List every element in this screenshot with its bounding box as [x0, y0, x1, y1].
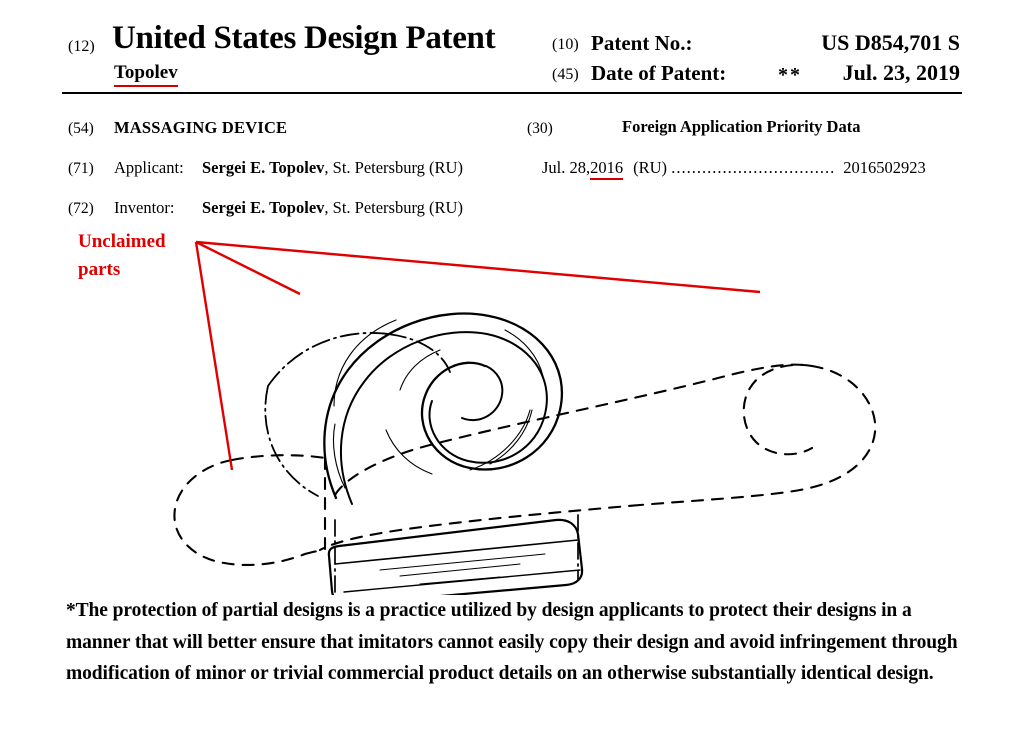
inventor-value [202, 198, 463, 218]
header-inventor-surname: Topolev [114, 62, 178, 87]
priority-country: (RU) [633, 158, 668, 177]
page-edge-right [1014, 0, 1024, 737]
priority-data-row [542, 158, 962, 178]
handle-bottom-edge-line [344, 570, 580, 592]
priority-date-prefix: Jul. 28, [542, 158, 591, 177]
spiral-section-line-left [265, 386, 318, 496]
spiral-section-line-right [388, 334, 450, 372]
inventor-label: Inventor: [114, 198, 175, 217]
applicant-value [202, 158, 463, 178]
date-of-patent-value: Jul. 23, 2019 [842, 60, 960, 85]
spiral-inner-edge [341, 332, 547, 504]
spiral-shading [333, 320, 543, 488]
priority-dot-leader: ................................ [671, 158, 836, 177]
unclaimed-loop-right-inner [744, 365, 812, 454]
spiral-section-line-top [268, 333, 388, 386]
page-edge-left [0, 0, 10, 737]
patent-number-value: US D854,701 S [821, 30, 960, 55]
field-code-10: (10) [552, 36, 579, 53]
unclaimed-loop-left-outer [174, 460, 305, 565]
unclaimed-parts-annotation [78, 228, 208, 283]
unclaimed-parts-annotation-line2: parts [78, 258, 121, 280]
field-code-12: (12) [68, 38, 95, 55]
patent-drawing [0, 220, 1024, 595]
invention-title: MASSAGING DEVICE [114, 118, 288, 137]
field-code-30: (30) [527, 120, 553, 137]
spiral-core-curl [462, 366, 502, 420]
handle-top-edge-line [335, 540, 578, 564]
priority-application-number: 2016502923 [843, 158, 926, 177]
date-of-patent-label: Date of Patent: [591, 61, 727, 85]
handle-outline [329, 520, 582, 595]
inventor-location: , St. Petersburg (RU) [324, 198, 463, 217]
footnote-text: *The protection of partial designs is a practice utilized by design applicants to protect their designs in a manner that will better ensure that imitators cannot easily copy their design and avoid infringement through modification of minor or trivial commercial product details on an otherwise substantially identical design. [66, 600, 958, 685]
patent-header [62, 14, 962, 86]
field-code-45: (45) [552, 66, 579, 83]
bibliographic-section [62, 108, 962, 223]
date-asterisks: ** [778, 64, 802, 86]
spiral-outer-edge [324, 314, 562, 498]
field-code-71: (71) [68, 160, 94, 177]
applicant-location: , St. Petersburg (RU) [324, 158, 463, 177]
inventor-name: Sergei E. Topolev [202, 198, 325, 217]
unclaimed-parts-annotation-line1: Unclaimed [78, 231, 166, 252]
header-divider [62, 92, 962, 94]
priority-data-heading: Foreign Application Priority Data [622, 117, 861, 136]
applicant-label: Applicant: [114, 158, 184, 177]
page-title: United States Design Patent [112, 20, 496, 56]
field-code-72: (72) [68, 200, 94, 217]
handle-shading [380, 554, 545, 584]
field-code-54: (54) [68, 120, 94, 137]
applicant-name: Sergei E. Topolev [202, 158, 325, 177]
annotation-leader-lines [196, 242, 760, 470]
priority-year: 2016 [590, 158, 623, 180]
patent-number-label: Patent No.: [591, 31, 693, 55]
unclaimed-outline-right-top [335, 365, 875, 505]
